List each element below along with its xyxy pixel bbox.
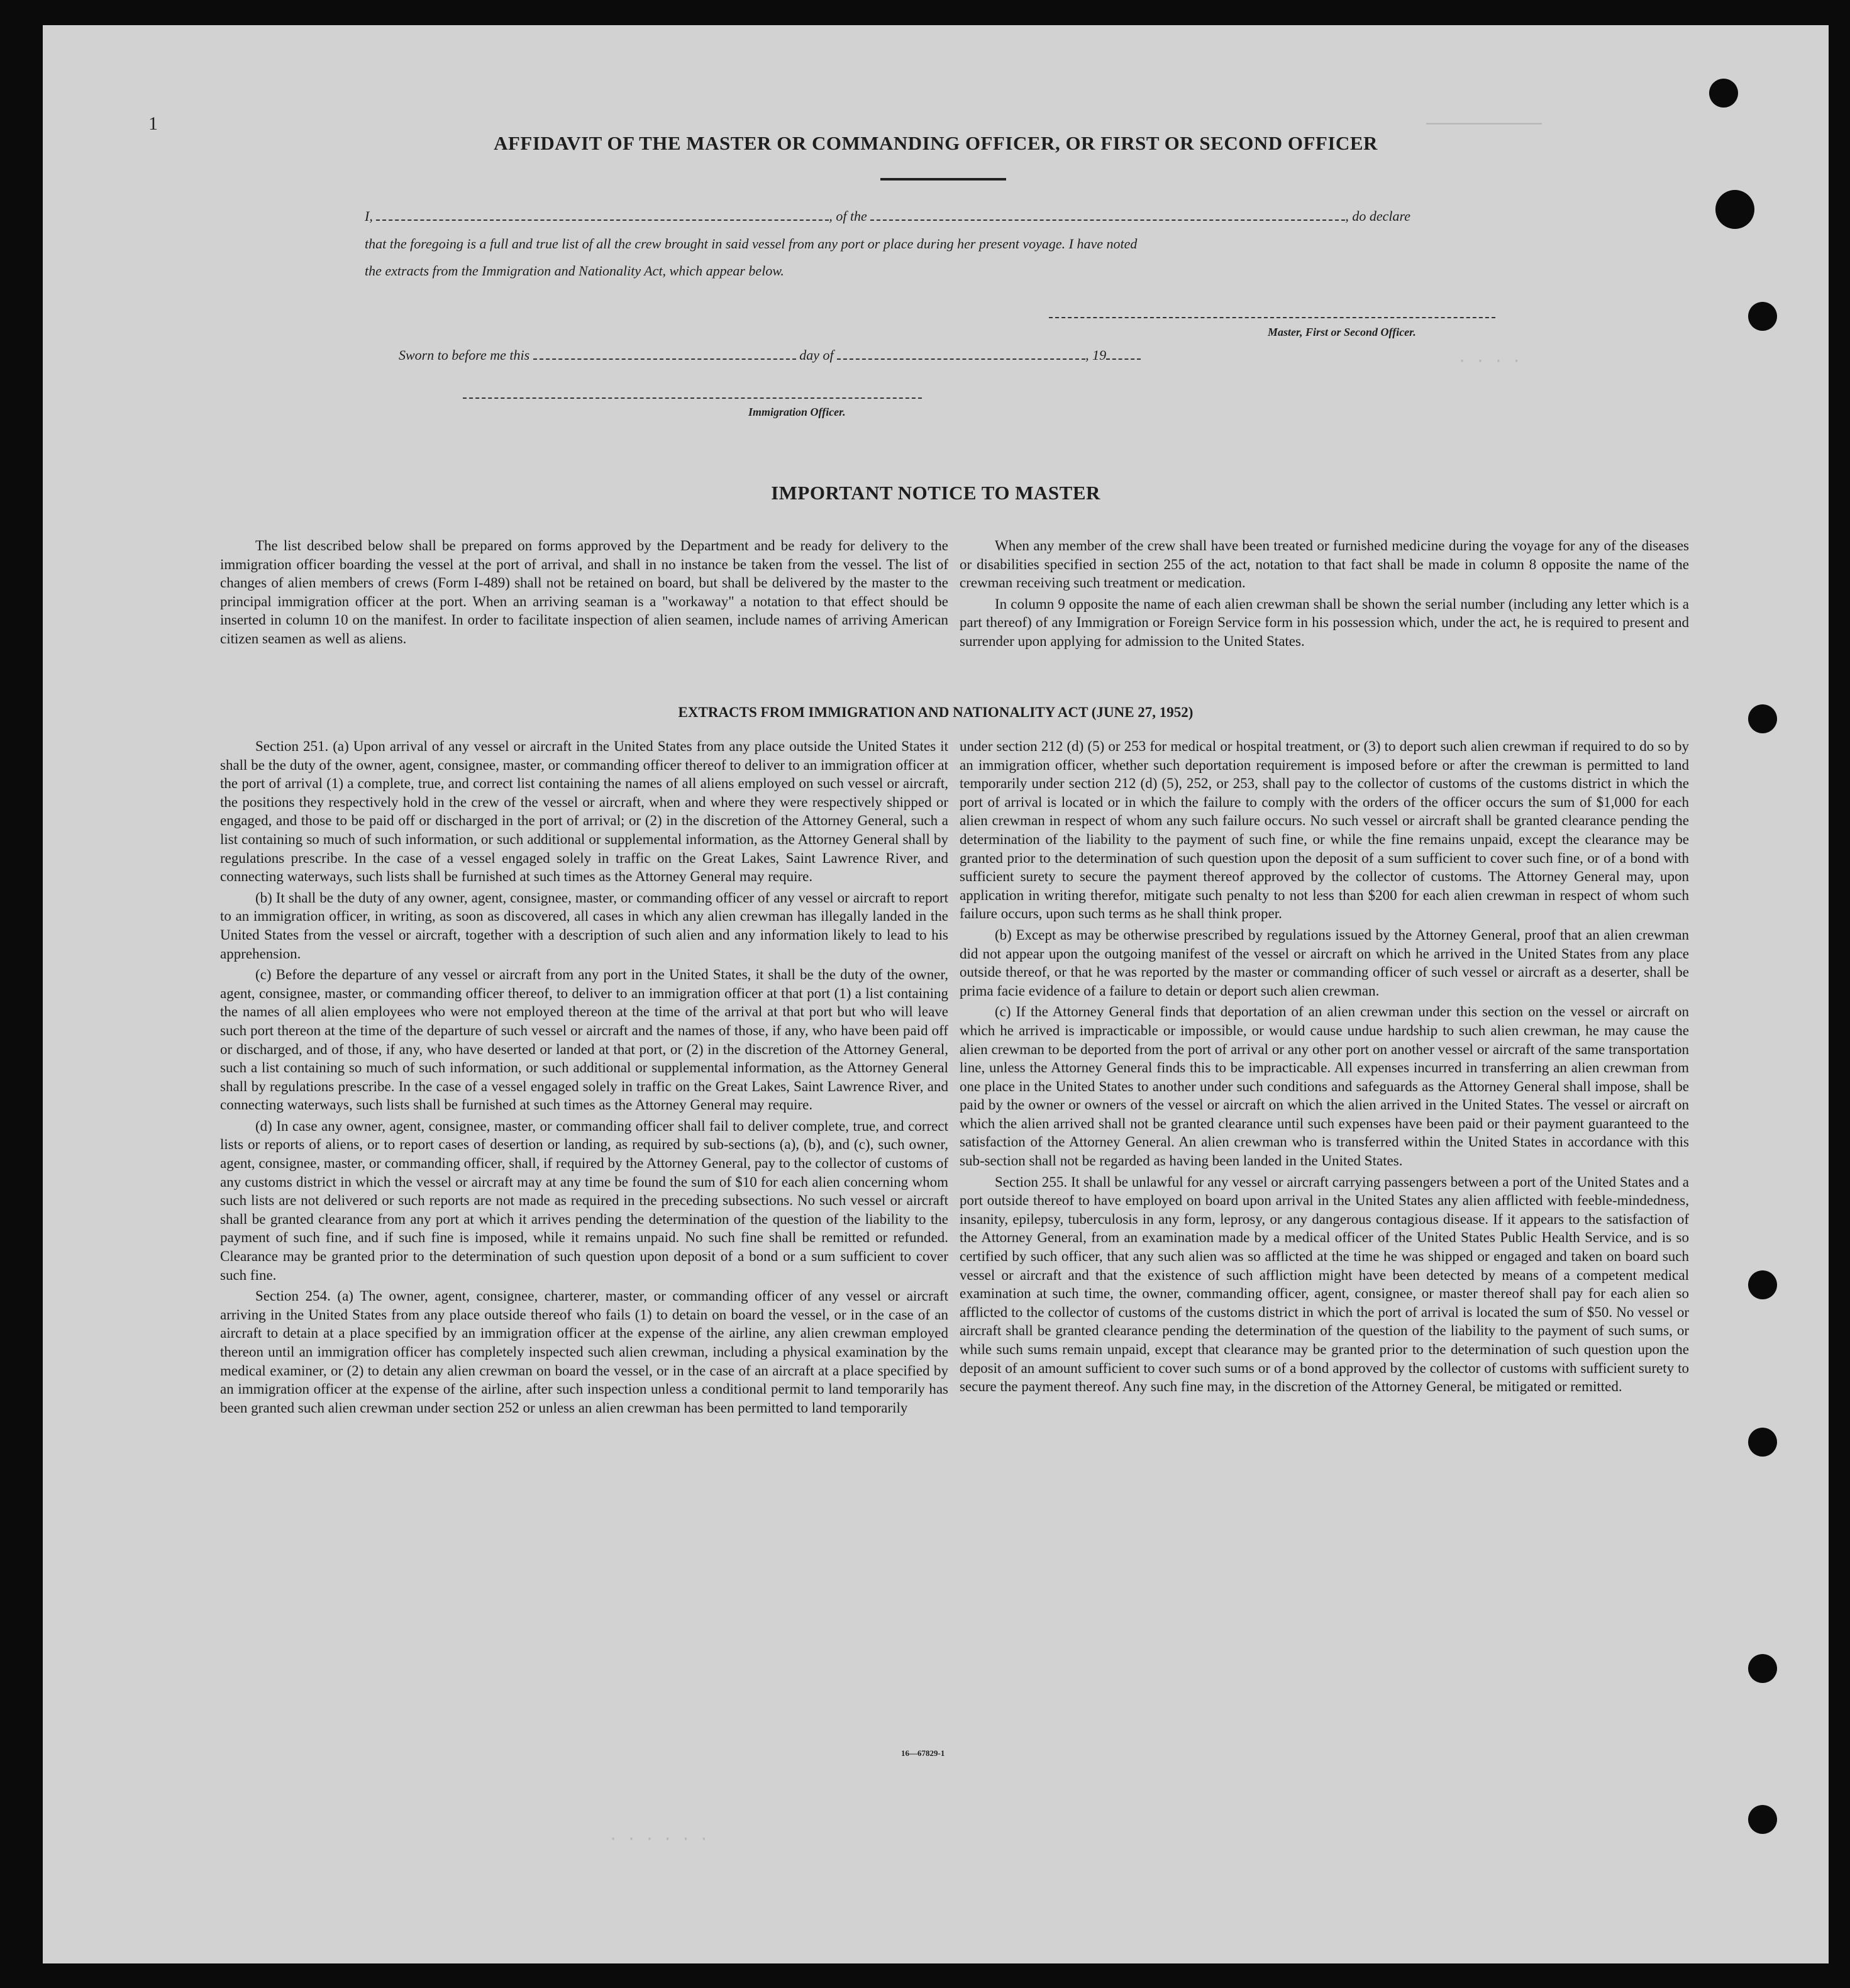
extract-paragraph: (b) It shall be the duty of any owner, agent, consignee, master, or commanding officer of any vessel or aircraft to report to an immigration officer, in writing, as soon as discovered, all cases in which any alien crewman has illegally landed in the United States from the vessel or aircraft, together with a description of such alien and any information likely to lead to his apprehension. [220, 889, 948, 962]
extract-paragraph: under section 212 (d) (5) or 253 for medical or hospital treatment, or (3) to deport such alien crewman if required to do so by an immigration officer, whether such deportation requirement is imposed before or after the crewman is permitted to land temporarily under section 212 (d) (5), 252, or 253, shall pay to the collector of customs of the customs district in which the port of arrival is located or in which the failure to comply with the orders of the officer occurs the sum of $1,000 for each alien crewman in respect of whom any such failure occurs. No such vessel or aircraft shall be granted clearance pending the determination of the liability to the payment of such fine, or while the fine remains unpaid, except the clearance may be granted prior to the determination of such question upon the deposit of a sum sufficient to cover such fine, or of a bond with sufficient surety to secure the payment thereof approved by the collector of customs. The Attorney General may, upon application in writing therefor, mitigate such penalty to not less than $200 for each alien crewman in respect of whom such failure occurs, upon such terms as he shall think proper. [960, 738, 1689, 922]
sworn-line [399, 347, 1141, 364]
notice-heading: IMPORTANT NOTICE TO MASTER [771, 482, 1100, 504]
affidavit-title: AFFIDAVIT OF THE MASTER OR COMMANDING OFFICER, OR FIRST OR SECOND OFFICER [494, 132, 1378, 154]
notice-right-column [960, 536, 1689, 653]
extract-paragraph: (c) Before the departure of any vessel or aircraft from any port in the United States, it shall be the duty of the owner, agent, consignee, master, or commanding officer thereof, to deliver to an immigration officer at that port (1) a list containing the names of all alien employees who were not employed thereon at the time of the arrival at that port but who will leave such port thereon at the time of the departure of such vessel or aircraft and the names of those, if any, who have been paid off or discharged, and of those, if any, who have deserted or landed at that port, or (2) in the discretion of the Attorney General, such a list containing so much of such information, or such additional or supplemental information, as the Attorney General shall by regulations prescribe. In the case of a vessel engaged solely in traffic on the Great Lakes, Saint Lawrence River, and connecting waterways, such lists shall be furnished at such times as the Attorney General may require. [220, 967, 948, 1113]
master-caption: Master, First or Second Officer. [1268, 326, 1416, 338]
notice-left-column [220, 536, 948, 651]
declaration-i: I, [365, 208, 373, 224]
declaration-declare: , do declare [1345, 208, 1410, 224]
declaration-line-3: the extracts from the Immigration and Nationality Act, which appear below. [365, 263, 784, 279]
declarant-name-field[interactable] [376, 208, 829, 221]
officer-caption: Immigration Officer. [748, 406, 846, 418]
declaration-of-the: , of the [829, 208, 867, 224]
punch-hole [1748, 302, 1777, 331]
extract-paragraph: Section 255. It shall be unlawful for any vessel or aircraft carrying passengers between a port of the United States and a port outside thereof to have employed on board upon arrival in the United States any alien afflicted with feeble-mindedness, insanity, epilepsy, tuberculosis in any form, leprosy, or any dangerous contagious disease. If it appears to the satisfaction of the Attorney General, from an examination made by a medical officer of the United States Public Health Service, and is so certified by such officer, that any such alien was so afflicted at the time he was shipped or engaged and taken on board such vessel or aircraft and that the existence of such affliction might have been detected by means of a competent medical examination at such time, the owner, commanding officer, agent, consignee, or master thereof shall pay for each alien so afflicted to the collector of customs of the customs district in which the port of arrival is located the sum of $50. No vessel or aircraft shall be granted clearance pending the determination of the question of the liability to the payment of such sums, or while such sums remain unpaid, except that clearance may be granted prior to the determination of such question upon the deposit of an amount sufficient to cover such sums or of a bond approved by the collector of customs with sufficient surety to secure the payment thereof. Any such fine may, in the discretion of the Attorney General, be mitigated or remitted. [960, 1174, 1689, 1395]
notice-paragraph: In column 9 opposite the name of each alien crewman shall be shown the serial number (including any letter which is a part thereof) of any Immigration or Foreign Service form in his possession which, under the act, he is required to present and surrender upon applying for admission to the United States. [960, 596, 1689, 649]
page-mark: 1 [148, 113, 158, 134]
declaration-line-1 [365, 208, 1410, 225]
sworn-year-field[interactable] [1106, 347, 1141, 360]
vessel-name-field[interactable] [870, 208, 1345, 221]
document-page [43, 25, 1829, 1963]
extracts-right-column [960, 737, 1689, 1399]
officer-signature-field[interactable] [463, 397, 922, 399]
notice-paragraph: The list described below shall be prepared on forms approved by the Department and be ready for delivery to the immigration officer boarding the vessel at the port of arrival, and shall in no instance be taken from the vessel. The list of changes of alien members of crews (Form I-489) shall not be retained on board, but shall be delivered by the master to the principal immigration officer at the port. When an arriving seaman is a "workaway" a notation to that effect should be inserted in column 10 on the manifest. In order to facilitate inspection of alien seamen, include names of arriving American citizen seamen as well as aliens. [220, 538, 948, 647]
bleed-through-texture: ───────── [1426, 113, 1542, 137]
form-code: 16—67829-1 [901, 1748, 945, 1758]
punch-hole [1709, 79, 1738, 108]
sworn-month-field[interactable] [837, 347, 1085, 360]
punch-hole [1715, 190, 1754, 229]
punch-hole [1748, 1654, 1777, 1683]
sworn-date-field[interactable] [533, 347, 796, 360]
extract-paragraph: (b) Except as may be otherwise prescribed by regulations issued by the Attorney General, proof that an alien crewman did not appear upon the outgoing manifest of the vessel or aircraft on which he arrived in the United States from any place outside thereof, or that he was reported by the master or commanding officer of such vessel or aircraft as a deserter, shall be prima facie evidence of a failure to detain or deport such alien crewman. [960, 926, 1689, 999]
sworn-day-of: day of [799, 347, 834, 363]
punch-hole [1748, 1805, 1777, 1834]
punch-hole [1748, 1428, 1777, 1457]
notice-paragraph: When any member of the crew shall have been treated or furnished medicine during the voyage for any of the diseases or disabilities specified in section 255 of the act, notation to that fact shall be made in column 8 opposite the name of the crewman receiving such treatment or medication. [960, 538, 1689, 591]
extracts-left-column [220, 737, 948, 1419]
punch-hole [1748, 1270, 1777, 1299]
extract-paragraph: (d) In case any owner, agent, consignee, master, or commanding officer shall fail to deliver complete, true, and correct lists or reports of aliens, or to report cases of desertion or landing, as required by sub-sections (a), (b), and (c), such owner, agent, consignee, master, or commanding officer, shall, if required by the Attorney General, pay to the collector of customs of any customs district in which the vessel or aircraft may at any time be found the sum of $10 for each alien concerning whom such lists are not delivered or such reports are not made as required in the preceding subsections. No such vessel or aircraft shall be granted clearance from any port at which it arrives pending the determination of the question of the liability to the payment of such fine, and if such fine is imposed, while it remains unpaid. No such fine shall be remitted or refunded. Clearance may be granted prior to the determination of such question upon deposit of a bond or a sum sufficient to cover such fine. [220, 1118, 948, 1283]
extracts-heading: EXTRACTS FROM IMMIGRATION AND NATIONALITY ACT (JUNE 27, 1952) [678, 704, 1194, 720]
bleed-through-texture: ⋅ ⋅ ⋅ ⋅ [1458, 354, 1522, 371]
bleed-through-texture: ⋅ ⋅ ⋅ ⋅ ⋅ ⋅ [609, 1832, 709, 1849]
master-signature-field[interactable] [1049, 317, 1495, 318]
extract-paragraph: Section 251. (a) Upon arrival of any vessel or aircraft in the United States from any place outside the United States it shall be the duty of the owner, agent, consignee, master, or commanding officer thereof to deliver to an immigration officer at the port of arrival (1) a complete, true, and correct list containing the names of all aliens employed on such vessel or aircraft, the positions they respectively hold in the crew of the vessel or aircraft, when and where they were respectively shipped or engaged, and those to be paid off or discharged in the port of arrival; or (2) in the discretion of the Attorney General, such a list containing so much of such information, or such additional or supplemental information, as the Attorney General shall by regulations prescribe. In the case of a vessel engaged solely in traffic on the Great Lakes, Saint Lawrence River, and connecting waterways, such lists shall be furnished at such times as the Attorney General may require. [220, 738, 948, 885]
extract-paragraph: (c) If the Attorney General finds that deportation of an alien crewman under this section on the vessel or aircraft on which he arrived is impracticable or impossible, or would cause undue hardship to such alien crewman, he may cause the alien crewman to be deported from the port of arrival or any other port on another vessel or aircraft of the same transportation line, unless the Attorney General finds this to be impracticable. All expenses incurred in transferring an alien crewman from one place in the United States to another under such conditions and safeguards as the Attorney General shall impose, shall be paid by the owner or owners of the vessel or aircraft on which the alien arrived in the United States. The vessel or aircraft on which the alien arrived shall not be granted clearance until such expenses have been paid or their payment guaranteed to the satisfaction of the Attorney General. An alien crewman who is transferred within the United States in accordance with this sub-section shall not be regarded as having been landed in the United States. [960, 1004, 1689, 1169]
declaration-line-2: that the foregoing is a full and true list of all the crew brought in said vessel from any port or place during her present voyage. I have noted [365, 236, 1138, 252]
extract-paragraph: Section 254. (a) The owner, agent, consignee, charterer, master, or commanding officer of any vessel or aircraft arriving in the United States from any place outside thereof who fails (1) to detain on board the vessel, or in the case of an aircraft to detain at a place specified by an immigration officer at the expense of the airline, any alien crewman employed thereon until an immigration officer has completely inspected such alien crewman, including a physical examination by the medical examiner, or (2) to detain any alien crewman on board the vessel, or in the case of an aircraft at a place specified by an immigration officer at the expense of the airline, after such inspection unless a conditional permit to land temporarily has been granted such alien crewman under section 252 or unless an alien crewman has been permitted to land temporarily [220, 1288, 948, 1416]
sworn-year: , 19 [1085, 347, 1107, 363]
title-underline [880, 178, 1006, 180]
sworn-text: Sworn to before me this [399, 347, 530, 363]
